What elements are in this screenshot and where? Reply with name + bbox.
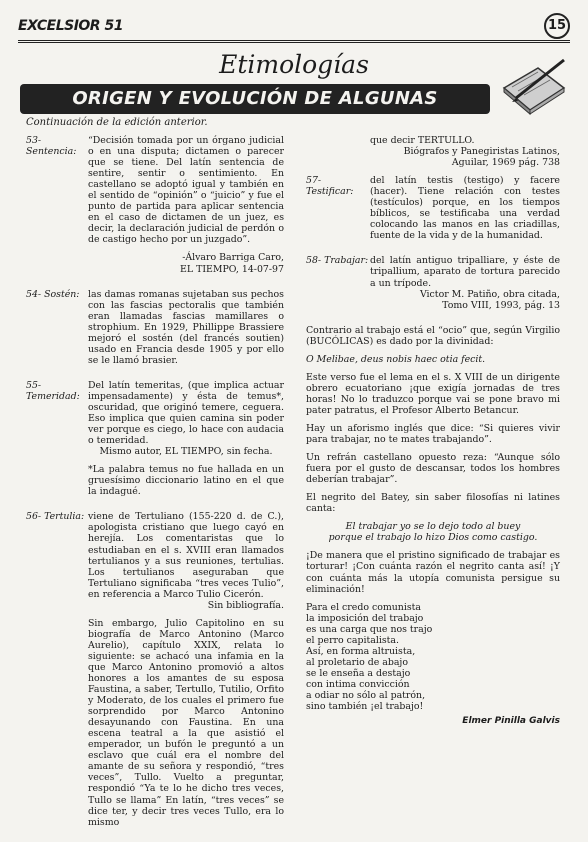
poem-line: la imposición del trabajo xyxy=(306,612,424,624)
entry-definition: las damas romanas sujetaban sus pechos con las fascias pectoralis que también eran llamadas fascias mamillares o strophium. En 1929, Phillippe Brassiere mejoró el sostén (del francés soutien) usado en Francia desde 1905 y por ello se le llamó brasier. xyxy=(88,288,284,366)
poem-line: con intima convicción xyxy=(306,678,410,690)
entry-testificar xyxy=(306,175,560,248)
poem-line: es una carga que nos trajo xyxy=(306,623,433,635)
poem xyxy=(306,602,560,712)
poem-line: a odiar no sólo al patrón, xyxy=(306,689,426,701)
poem-line: Para el credo comunista xyxy=(306,601,421,613)
poem-line: Así, en forma altruista, xyxy=(306,645,416,657)
paragraph-negrito: El negrito del Batey, sin saber filosofías ni latines canta: xyxy=(306,492,560,515)
page-header xyxy=(18,10,570,43)
article-title: ORIGEN Y EVOLUCIÓN DE ALGUNAS PALABRAS xyxy=(20,84,490,114)
book-pen-icon xyxy=(498,54,570,116)
song-quote-line2: porque el trabajo lo hizo Dios como castigo. xyxy=(328,532,538,544)
paragraph-contrario: Contrario al trabajo está el “ocio” que, según Virgilio (BUCÓLICAS) es dado por la divinidad: xyxy=(306,324,560,347)
entry-sentencia xyxy=(26,135,284,282)
entry-definition: “Decisión tomada por un órgano judicial o en una disputa; dictamen o parecer que se tiene. Del latín sentencia de sentire, sentir o sentimiento. En castellano se adoptó igual y también en el sentido de “opinión” o “juicio” y fue el punto de partida para aplicar sentencia en el caso de dictamen de un juez, es decir, la declaración judicial de perdón o de castigo hecho por un juzgado”. xyxy=(88,135,284,246)
entry-term: 57- Testificar: xyxy=(306,175,354,198)
entry-definition: Del latín temeritas, (que implica actuar impensadamente) y ésta de temus*, oscuridad, que originó temere, ceguera. Eso implica que quien camina sin poder ver porque es ciego, lo hace con audacia o temeridad. xyxy=(88,379,284,447)
citation-source: Mismo autor, EL TIEMPO, sin fecha. xyxy=(99,446,273,458)
continuation-text: que decir TERTULLO. xyxy=(370,135,475,146)
entry-definition: del latín antiguo tripalliare, y éste de tripallium, aparato de tortura parecido a un trípode. xyxy=(370,255,560,289)
tertulia-continuation xyxy=(370,135,560,168)
entry-term: 55- Temeridad: xyxy=(26,379,80,402)
entry-term: 58- Trabajar: xyxy=(306,255,369,267)
citation-source: Tomo VIII, 1993, pág. 13 xyxy=(442,299,560,311)
section-subtitle: Etimologías xyxy=(219,50,369,79)
song-quote-line1: El trabajar yo se lo dejo todo al buey xyxy=(345,521,521,533)
entry-tertulia xyxy=(26,511,284,834)
entry-trabajar xyxy=(306,255,560,317)
intro-note: Continuación de la edición anterior. xyxy=(26,117,208,128)
continuation-source: Biógrafos y Panegiristas Latinos, Aguilar, 1969 pág. 738 xyxy=(403,146,560,169)
citation-source: EL TIEMPO, 14-07-97 xyxy=(180,263,284,275)
entry-definition: viene de Tertuliano (155-220 d. de C.), apologista cristiano que luego cayó en herejía. Los comentaristas que lo estudiaban en el s. XVIII eran llamados tertulianos y a sus reuniones, tertulias. Los tertulianos aseguraban que Tertuliano significaba “tres veces Tulio”, en referencia a Marco Tulio Cicerón. xyxy=(88,511,284,600)
poem-line: sino también ¡el trabajo! xyxy=(306,701,424,713)
citation-author: Victor M. Patiño, obra citada, xyxy=(419,288,560,300)
paragraph-aforismo: Hay un aforismo inglés que dice: “Si quieres vivir para trabajar, no te mates trabajando”. xyxy=(306,422,560,446)
paragraph-refran: Un refrán castellano opuesto reza: “Aunque sólo fuera por el gusto de descansar, todos los hombres deberían trabajar”. xyxy=(306,452,560,486)
poem-line: el perro capitalista. xyxy=(306,634,400,646)
entry-sosten xyxy=(26,289,284,373)
poem-line: al proletario de abajo xyxy=(306,656,408,668)
citation-source: Sin bibliografía. xyxy=(207,599,284,611)
paragraph-manera: ¡De manera que el pristino significado de trabajar es torturar! ¡Con cuánta razón el negrito canta así! ¡Y con cuánta más la utopía comunista persigue su eliminación! xyxy=(306,550,560,595)
entry-term: 53- Sentencia: xyxy=(26,135,77,158)
entry-footnote: *La palabra temus no fue hallada en un gruesísimo diccionario latino en el que la indagué. xyxy=(88,464,284,498)
page-number: 15 xyxy=(544,13,570,39)
paragraph-verso: Este verso fue el lema en el s. X VIII de un dirigente obrero ecuatoriano ¡que exigía jornadas de tres horas! No lo traduzco porque vai se pone bravo mi pater patratus, el Profesor Alberto Betancur. xyxy=(306,371,560,416)
virgil-quote: O Melibae, deus nobis haec otia fecit. xyxy=(306,353,486,365)
entry-definition: del latín testis (testigo) y facere (hacer). Tiene relación con testes (testículos) porque, en los tiempos bíblicos, se testificaba una verdad colocando las manos en las criadillas, fuente de la vida y de la humanidad. xyxy=(370,175,560,242)
entry-term: 56- Tertulia: xyxy=(26,511,85,523)
magazine-brand: EXCELSIOR 51 xyxy=(18,18,123,34)
right-column xyxy=(306,135,560,727)
article-author: Elmer Pinilla Galvis xyxy=(462,716,560,727)
entry-temeridad xyxy=(26,380,284,504)
citation-author: -Álvaro Barriga Caro, xyxy=(182,252,284,264)
poem-line: se le enseña a destajo xyxy=(306,667,411,679)
entry-continuation: Sin embargo, Julio Capitolino en su biografía de Marco Antonino (Marco Aurelio), capítulo XXIX, relata lo siguiente: se achacó una infamia en la que Marco Antonino promovió a altos honores a los amantes de su esposa Faustina, a saber, Tertullo, Tutilio, Orfito y Moderato, de los cuales el primero fue sorprendido por Marco Antonino desayunando con Faustina. En una escena teatral a la que asistió el emperador, un bufón le preguntó a un esclavo que cuál era el nombre del amante de su señora y respondió, “tres veces”, Tullo. Vuelto a preguntar, respondió “Ya te lo he dicho tres veces, Tullo se llama” En latín, “tres veces” se dice ter, y decir tres veces Tullo, era lo mismo xyxy=(88,617,284,828)
entry-term: 54- Sostén: xyxy=(26,288,80,300)
left-column xyxy=(26,135,284,842)
